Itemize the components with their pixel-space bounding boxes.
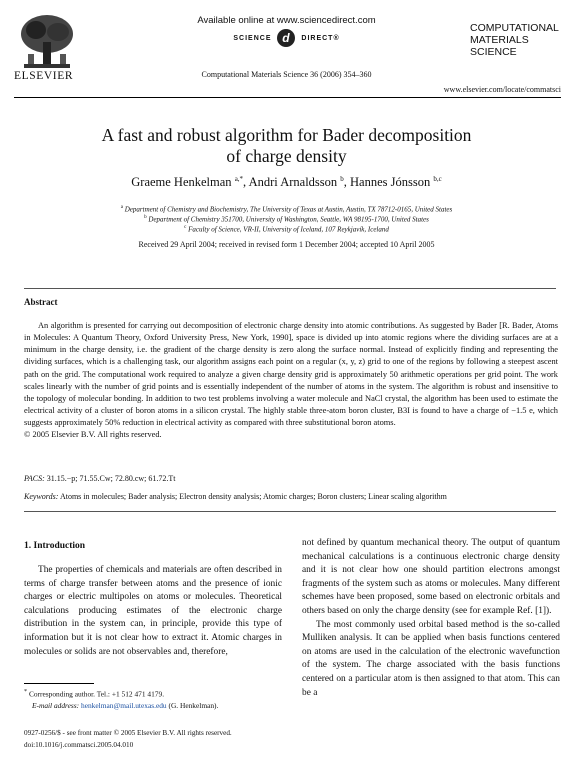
doi-line[interactable]: doi:10.1016/j.commatsci.2005.04.010	[24, 740, 134, 749]
author-sup[interactable]: b	[340, 175, 344, 183]
footnote-marker: *	[24, 689, 28, 695]
footnote-corresponding	[24, 687, 218, 700]
pacs-line	[24, 474, 175, 483]
journal-url[interactable]: www.elsevier.com/locate/commatsci	[443, 85, 561, 94]
footnote-email-line	[24, 700, 218, 712]
abstract-copyright: © 2005 Elsevier B.V. All rights reserved.	[24, 430, 162, 440]
intro-right-paragraph-1: not defined by quantum mechanical theory. The output of quantum mechanical calculations is a continuous electronic charge density and it is not clear how one should partition electrons amongst fragments of the system such as atoms or molecules. Many different schemes have been proposed, some based on electronic orbitals and others based on only the charge density (see for example Ref. [1]).	[302, 538, 560, 616]
abstract-bottom-rule	[24, 511, 556, 512]
affiliation-text: Department of Chemistry and Biochemistry, The University of Texas at Austin, Austin, TX 78712-0165, United States	[124, 205, 453, 214]
abstract-heading: Abstract	[24, 297, 58, 307]
keywords-value: Atoms in molecules; Bader analysis; Electron density analysis; Atomic charges; Boron clusters; Linear scaling algorithm	[59, 492, 447, 501]
footnote-email-label: E-mail address:	[32, 701, 80, 711]
keywords-label: Keywords:	[24, 492, 59, 501]
footnote-email-suffix: (G. Henkelman).	[168, 701, 219, 711]
footnote-corresponding-text: Corresponding author. Tel.: +1 512 471 4179.	[28, 689, 165, 699]
footnote-rule	[24, 683, 94, 684]
footnote-email-link[interactable]: henkelman@mail.utexas.edu	[81, 701, 167, 711]
sciencedirect-right: DIRECT®	[301, 34, 340, 42]
author-sup[interactable]: a,*	[234, 175, 244, 183]
journal-name	[470, 22, 559, 58]
affiliation	[0, 215, 573, 223]
title-line-2: of charge density	[226, 146, 347, 166]
affiliation-sup: b	[144, 215, 147, 220]
pacs-value: 31.15.−p; 71.55.Cw; 72.80.cw; 61.72.Tt	[46, 474, 176, 483]
publisher-name: ELSEVIER	[14, 70, 74, 82]
pacs-label: PACS:	[24, 474, 45, 483]
front-matter-line: 0927-0256/$ - see front matter © 2005 Elsevier B.V. All rights reserved.	[24, 729, 232, 737]
affiliation	[0, 205, 573, 213]
available-online[interactable]: Available online at www.sciencedirect.com	[197, 15, 376, 26]
journal-citation: Computational Materials Science 36 (2006) 354–360	[201, 70, 372, 79]
abstract-top-rule	[24, 288, 556, 289]
author-name: Andri Arnaldsson	[248, 175, 338, 190]
affiliation	[0, 225, 573, 233]
author-list: Graeme Henkelman $^{a,*}$, Andri Arnaldsson $^b$, Hannes Jónsson $^{b,c}$	[131, 175, 442, 190]
section-heading: 1. Introduction	[24, 541, 86, 551]
sciencedirect-left: SCIENCE	[233, 34, 272, 42]
intro-right-column	[302, 537, 560, 700]
affiliation-sup: a	[120, 205, 123, 210]
abstract-text: An algorithm is presented for carrying out decomposition of electronic charge density into atomic contributions. As suggested by Bader [R. Bader, Atoms in Molecules: A Quantum Theory, Oxford University Press, New York, 1990], space is divided up into atomic regions where the dividing surfaces are at a minimum in the charge density, i.e. the gradient of the charge density is zero along the surface normal. Instead of explicitly finding and representing the dividing surfaces, which is a challenging task, our algorithm assigns each point on a regular (x, y, z) grid to one of the regions by following a steepest ascent path on the grid. The computational work required to analyze a given charge density grid is approximately 50 arithmetic operations per grid point. The work scales linearly with the number of grid points and is essentially independent of the number of atoms in the system. The algorithm is robust and insensitive to the topology of molecular bonding. In addition to two test problems involving a water molecule and NaCl crystal, the algorithm has been used to estimate the electrical activity of a cluster of boron atoms in a silicon crystal. The highly stable three-atom boron cluster, B3I is found to have a charge of −1.5 e, which suggests approximately 50% reduction in electrical activity as compared with three substitutional boron atoms.	[24, 321, 558, 428]
title-line-1: A fast and robust algorithm for Bader decomposition	[101, 125, 472, 145]
affiliation-text: Faculty of Science, VR-II, University of Iceland, 107 Reykjavík, Iceland	[188, 225, 389, 234]
sciencedirect-at-icon: d	[277, 29, 295, 47]
affiliation-sup: c	[184, 225, 187, 230]
journal-line-2: MATERIALS	[470, 34, 529, 46]
journal-line-3: SCIENCE	[470, 46, 517, 58]
intro-left-paragraph: The properties of chemicals and materials are often described in terms of charge transfer between atoms and the presence of ionic charges or electric multipoles on atoms or molecules. Theoretical calculations producing estimates of the electronic charge distribution in the system can, in principle, provide this type of information but it is not clear how to extract it. Atomic charges in molecules or solids are not observables and, therefore,	[24, 565, 282, 657]
article-title	[0, 125, 573, 167]
affiliation-text: Department of Chemistry 351700, University of Washington, Seattle, WA 98195-1700, United States	[148, 215, 429, 224]
header-rule	[14, 97, 561, 98]
intro-right-paragraph-2: The most commonly used orbital based method is the so-called Mulliken analysis. It can be applied when basis functions centered on atoms are used in the calculation of the electronic wavefunction of the system. The charge associated with the basis functions centered on a particular atom is then assigned to that atom. This can be a	[302, 619, 560, 698]
author-sup[interactable]: b,c	[433, 175, 442, 183]
front-matter-info	[24, 728, 232, 751]
keywords-line	[24, 492, 447, 501]
article-dates: Received 29 April 2004; received in revised form 1 December 2004; accepted 10 April 2005	[138, 240, 435, 249]
author-name: Hannes Jónsson	[350, 175, 431, 190]
author-name: Graeme Henkelman	[131, 175, 232, 190]
abstract-body	[24, 320, 558, 442]
footnote	[24, 687, 218, 712]
journal-line-1: COMPUTATIONAL	[470, 22, 559, 34]
